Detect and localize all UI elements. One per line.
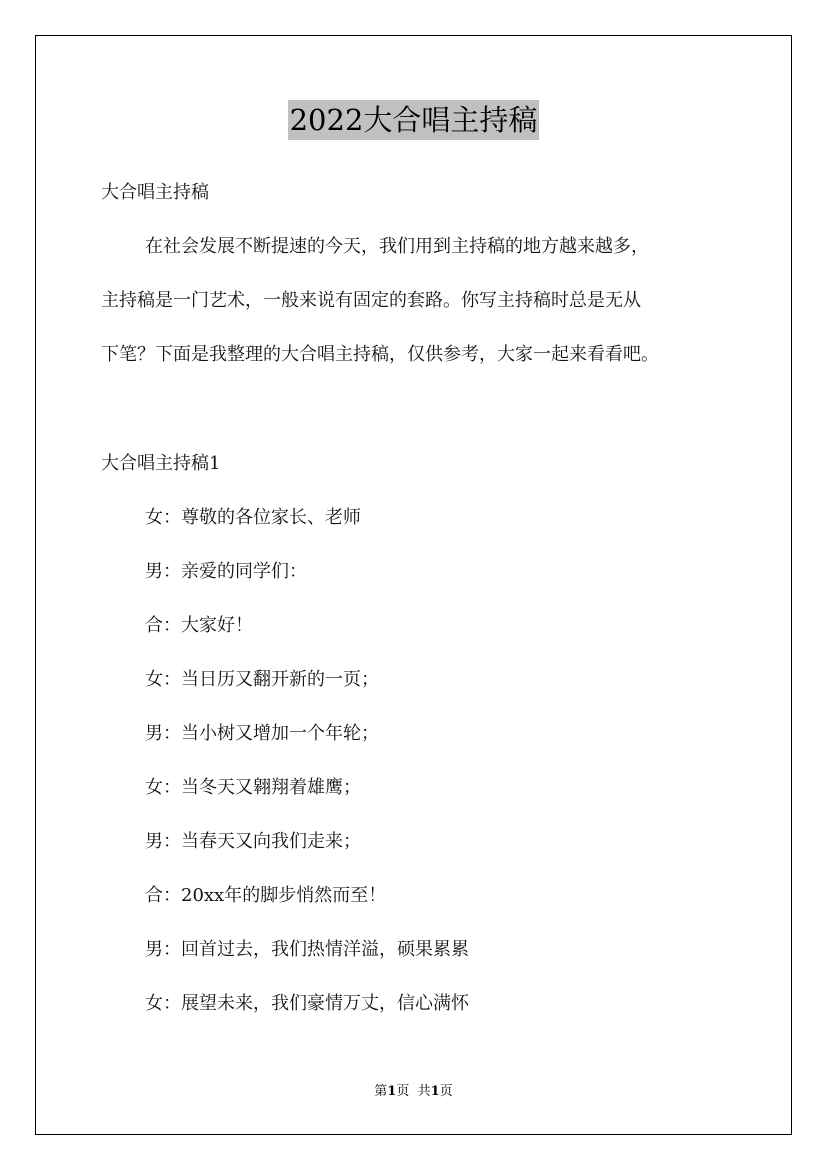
section-heading: 大合唱主持稿 (101, 182, 209, 203)
script-line: 女：当冬天又翱翔着雄鹰； (145, 777, 361, 798)
footer-page-prefix: 第 (374, 1084, 388, 1099)
script-line: 男：回首过去，我们热情洋溢，硕果累累 (145, 939, 469, 960)
footer-total-prefix: 共 (417, 1084, 431, 1099)
footer-total-pages: 1 (430, 1084, 440, 1099)
script-line: 男：当春天又向我们走来； (145, 831, 361, 852)
script-line: 合：大家好！ (145, 615, 253, 636)
document-title: 2022大合唱主持稿 (288, 100, 540, 140)
script-line: 男：当小树又增加一个年轮； (145, 723, 379, 744)
title-wrap (0, 100, 827, 140)
script-line: 男：亲爱的同学们： (145, 561, 307, 582)
script-line: 女：尊敬的各位家长、老师 (145, 507, 361, 528)
footer-page-suffix: 页 (396, 1084, 410, 1099)
intro-line-3: 下笔？下面是我整理的大合唱主持稿，仅供参考，大家一起来看看吧。 (101, 344, 659, 365)
subsection-heading: 大合唱主持稿1 (101, 453, 221, 474)
footer-total-suffix: 页 (439, 1084, 453, 1099)
intro-line-1: 在社会发展不断提速的今天，我们用到主持稿的地方越来越多， (145, 236, 649, 257)
intro-line-2: 主持稿是一门艺术，一般来说有固定的套路。你写主持稿时总是无从 (101, 290, 641, 311)
page-footer (0, 1084, 827, 1100)
script-line: 女：当日历又翻开新的一页； (145, 669, 379, 690)
footer-page-number: 1 (387, 1084, 397, 1099)
script-line: 女：展望未来，我们豪情万丈，信心满怀 (145, 993, 469, 1014)
script-line: 合：20xx年的脚步悄然而至！ (145, 885, 387, 906)
